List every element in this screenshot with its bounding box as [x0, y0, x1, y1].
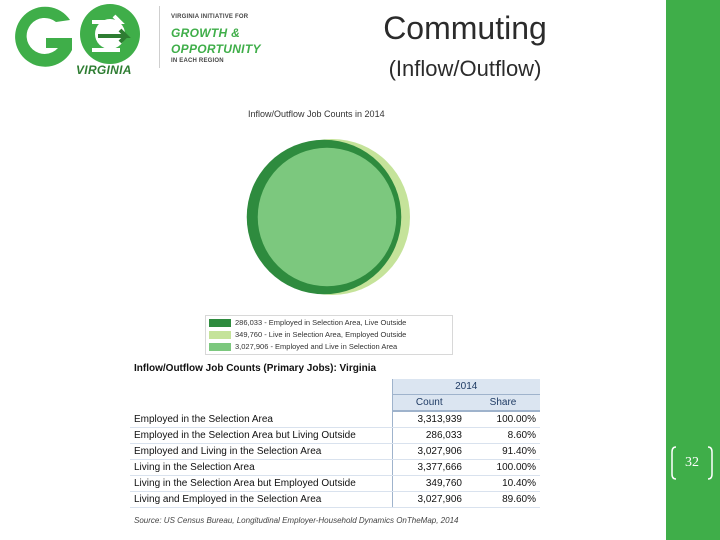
page-number: 32	[685, 455, 699, 470]
row-count: 349,760	[392, 476, 466, 492]
row-share: 10.40%	[466, 476, 540, 492]
venn-chart	[232, 122, 432, 312]
table-row	[130, 411, 540, 428]
row-label: Living in the Selection Area but Employed Outside	[130, 476, 392, 492]
job-counts-table	[130, 379, 540, 508]
table-row	[130, 460, 540, 476]
logo-tagline-2: GROWTH &	[171, 26, 241, 40]
row-label: Employed in the Selection Area	[130, 411, 392, 428]
table-row	[130, 444, 540, 460]
row-count: 3,027,906	[392, 444, 466, 460]
table-row	[130, 492, 540, 508]
row-count: 3,027,906	[392, 492, 466, 508]
table-row	[130, 476, 540, 492]
slide-subtitle: (Inflow/Outflow)	[388, 56, 542, 81]
logo-tagline-3: OPPORTUNITY	[171, 42, 261, 56]
table-heading: Inflow/Outflow Job Counts (Primary Jobs): Virginia	[134, 363, 377, 374]
logo-virginia-text: VIRGINIA	[76, 63, 132, 77]
legend-item	[209, 329, 406, 340]
logo-divider	[159, 6, 160, 68]
col-header-count: Count	[392, 395, 466, 412]
table-source-note: Source: US Census Bureau, Longitudinal Employer-Household Dynamics OnTheMap, 2014	[134, 516, 459, 525]
row-share: 89.60%	[466, 492, 540, 508]
row-share: 100.00%	[466, 460, 540, 476]
legend-swatch-3	[209, 343, 231, 351]
row-count: 3,377,666	[392, 460, 466, 476]
legend-label: 3,027,906 - Employed and Live in Selection Area	[235, 342, 398, 351]
chart-title: Inflow/Outflow Job Counts in 2014	[248, 109, 385, 119]
legend-item	[209, 317, 406, 328]
legend-label: 349,760 - Live in Selection Area, Employed Outside	[235, 330, 407, 339]
row-label: Employed and Living in the Selection Area	[130, 444, 392, 460]
row-share: 100.00%	[466, 411, 540, 428]
venn-employed-and-live-core	[258, 148, 397, 287]
row-share: 8.60%	[466, 428, 540, 444]
row-share: 91.40%	[466, 444, 540, 460]
page-number-box	[668, 443, 716, 483]
go-virginia-logo	[0, 0, 300, 82]
legend-item	[209, 341, 397, 352]
row-label: Employed in the Selection Area but Living Outside	[130, 428, 392, 444]
table-year-row	[130, 379, 540, 395]
row-count: 286,033	[392, 428, 466, 444]
legend-swatch-2	[209, 331, 231, 339]
job-counts-table-panel	[130, 361, 540, 527]
table-header-row	[130, 395, 540, 412]
row-label: Living and Employed in the Selection Area	[130, 492, 392, 508]
col-header-share: Share	[466, 395, 540, 412]
logo-tagline-4: IN EACH REGION	[171, 58, 224, 64]
legend-swatch-1	[209, 319, 231, 327]
legend-label: 286,033 - Employed in Selection Area, Live Outside	[235, 318, 407, 327]
table-row	[130, 428, 540, 444]
row-label: Living in the Selection Area	[130, 460, 392, 476]
table-year: 2014	[392, 379, 540, 395]
chart-legend	[205, 315, 453, 355]
logo-tagline-1: VIRGINIA INITIATIVE FOR	[171, 14, 249, 20]
row-count: 3,313,939	[392, 411, 466, 428]
slide-title: Commuting	[383, 10, 547, 46]
